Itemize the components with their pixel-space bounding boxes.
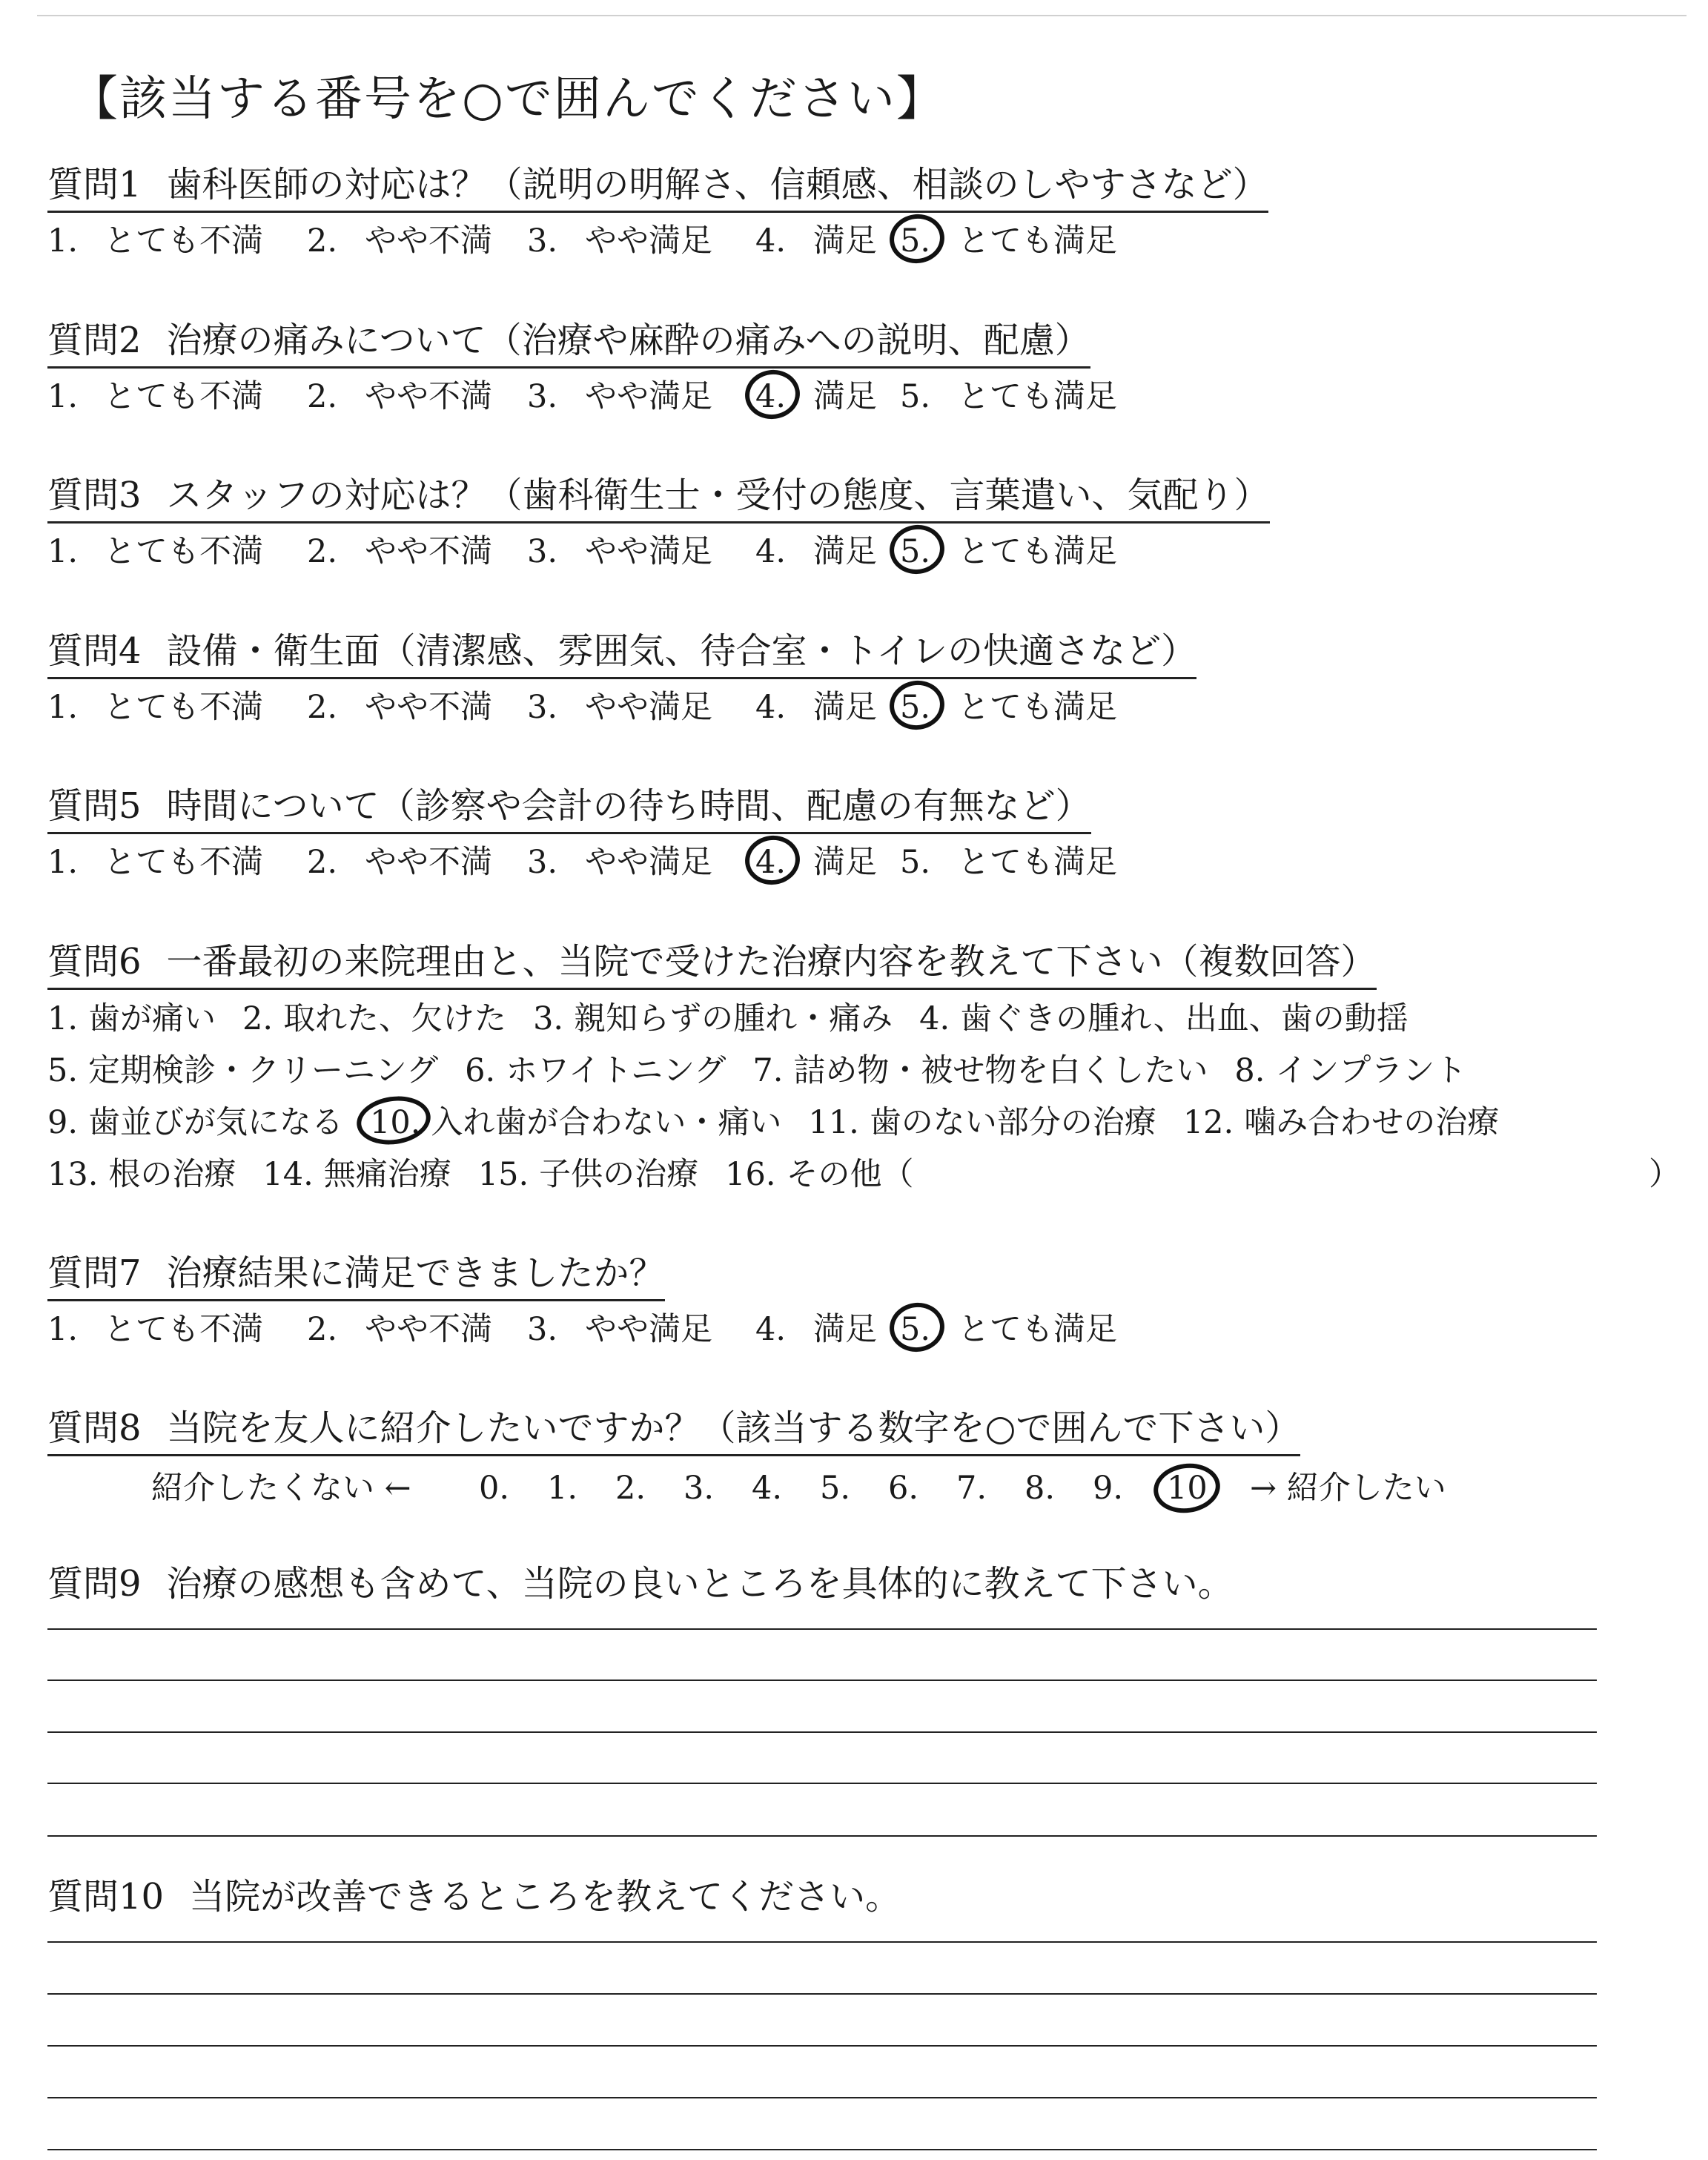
- scale-value[interactable]: 3.: [683, 1470, 715, 1507]
- reason-option[interactable]: [465, 1052, 726, 1089]
- reason-label: その他（: [786, 1156, 914, 1193]
- question-title: 質問9 治療の感想も含めて、当院の良いところを具体的に教えて下さい。: [47, 1563, 1234, 1605]
- option-number[interactable]: 5.: [900, 1306, 930, 1353]
- option-label[interactable]: やや不満: [365, 689, 492, 726]
- scale-value[interactable]: 9.: [1093, 1470, 1124, 1507]
- option-label[interactable]: やや満足: [585, 844, 712, 881]
- option-number[interactable]: 1.: [47, 844, 79, 881]
- option-number[interactable]: 1.: [47, 378, 79, 415]
- instruction-header: 【該当する番号を○で囲んでください】: [70, 72, 945, 127]
- reason-number: 16.: [725, 1156, 776, 1193]
- question-2: [47, 317, 1664, 420]
- reason-label: 歯が痛い: [88, 1000, 216, 1037]
- scale-value[interactable]: 10: [1167, 1462, 1208, 1514]
- answer-line: [47, 2149, 1597, 2150]
- scale-value[interactable]: 7.: [956, 1470, 987, 1507]
- reason-number: 5.: [47, 1052, 79, 1089]
- option-number[interactable]: 4.: [755, 222, 787, 260]
- option-number[interactable]: 4.: [755, 373, 786, 420]
- reason-number: 2.: [242, 1000, 274, 1037]
- reason-option[interactable]: [808, 1104, 1156, 1141]
- option-number[interactable]: 5.: [900, 378, 931, 415]
- reason-option[interactable]: [262, 1156, 451, 1193]
- reason-number: 8.: [1234, 1052, 1265, 1089]
- reason-number: 9.: [47, 1104, 79, 1141]
- option-label[interactable]: とても満足: [958, 1311, 1117, 1348]
- question-title: 質問10 当院が改善できるところを教えてください。: [47, 1876, 901, 1918]
- recommend-scale: [47, 1462, 1664, 1514]
- answer-options: [47, 684, 1664, 731]
- option-number[interactable]: 3.: [527, 378, 558, 415]
- option-number[interactable]: 2.: [307, 844, 338, 881]
- reason-number: 10.: [370, 1097, 420, 1149]
- option-label[interactable]: やや不満: [365, 378, 492, 415]
- scale-value[interactable]: 8.: [1025, 1470, 1056, 1507]
- selected-circle-mark: [742, 366, 803, 423]
- reason-option[interactable]: [47, 1000, 216, 1037]
- option-number[interactable]: 3.: [527, 222, 558, 260]
- scale-value[interactable]: 5.: [820, 1470, 851, 1507]
- option-label[interactable]: やや不満: [365, 533, 492, 570]
- option-number[interactable]: 3.: [527, 1311, 558, 1348]
- reason-row: [47, 1045, 1664, 1097]
- option-label[interactable]: やや不満: [365, 844, 492, 881]
- option-label[interactable]: やや満足: [585, 533, 712, 570]
- reason-number: 12.: [1182, 1104, 1234, 1141]
- answer-options: [47, 217, 1664, 265]
- scale-value[interactable]: 2.: [615, 1470, 646, 1507]
- option-number[interactable]: 4.: [755, 839, 786, 886]
- selected-circle-mark: [1151, 1459, 1223, 1517]
- question-10: [47, 1874, 1664, 1920]
- option-label[interactable]: とても満足: [958, 689, 1117, 726]
- question-3: [47, 472, 1664, 575]
- option-label[interactable]: やや満足: [585, 689, 712, 726]
- option-label[interactable]: とても不満: [104, 533, 263, 570]
- question-7: [47, 1250, 1664, 1353]
- reason-option[interactable]: [47, 1156, 236, 1193]
- reason-number: 1.: [47, 1000, 79, 1037]
- reason-option[interactable]: [370, 1104, 781, 1141]
- question-1: [47, 162, 1664, 265]
- selected-circle-mark: [887, 211, 947, 267]
- option-label[interactable]: とても満足: [958, 533, 1117, 570]
- option-number[interactable]: 1.: [47, 1311, 79, 1348]
- answer-options: [47, 1306, 1664, 1353]
- answer-options: [47, 373, 1664, 420]
- option-label[interactable]: とても不満: [104, 378, 263, 415]
- reason-label: 根の治療: [108, 1156, 236, 1193]
- answer-options: [47, 839, 1664, 886]
- selected-circle-mark: [887, 1299, 947, 1355]
- reason-label: 無痛治療: [323, 1156, 451, 1193]
- question-9: [47, 1561, 1664, 1607]
- reason-number: 6.: [465, 1052, 496, 1089]
- reason-row: [47, 1097, 1664, 1149]
- answer-line: [47, 1835, 1597, 1837]
- option-label[interactable]: とても不満: [104, 1311, 263, 1348]
- reason-label: 詰め物・被せ物を白くしたい: [793, 1052, 1208, 1089]
- option-number[interactable]: 1.: [47, 222, 79, 260]
- option-label[interactable]: やや満足: [585, 222, 712, 260]
- question-title: 質問6 一番最初の来院理由と、当院で受けた治療内容を教えて下さい（複数回答）: [47, 939, 1377, 990]
- option-number[interactable]: 2.: [307, 689, 338, 726]
- reason-number: 13.: [47, 1156, 99, 1193]
- scale-left-label: 紹介したくない ←: [151, 1470, 411, 1507]
- reason-label: インプラント: [1275, 1052, 1467, 1089]
- option-number[interactable]: 2.: [307, 533, 338, 570]
- scale-value[interactable]: 4.: [752, 1470, 783, 1507]
- question-title: 質問7 治療結果に満足できましたか？: [47, 1250, 665, 1301]
- reason-number: 11.: [808, 1104, 859, 1141]
- reason-label: 子供の治療: [539, 1156, 699, 1193]
- reason-option[interactable]: [1183, 1104, 1499, 1141]
- answer-line: [47, 1731, 1597, 1733]
- option-number[interactable]: 2.: [307, 378, 338, 415]
- option-label[interactable]: とても満足: [958, 844, 1117, 881]
- reason-option[interactable]: [47, 1052, 438, 1089]
- reason-number: 14.: [262, 1156, 314, 1193]
- option-label[interactable]: 満足: [813, 1311, 877, 1348]
- reason-label: 定期検診・クリーニング: [88, 1052, 439, 1089]
- answer-line: [47, 2045, 1597, 2047]
- answer-line: [47, 1680, 1597, 1681]
- other-close-paren: ）: [1649, 1156, 1681, 1193]
- option-number[interactable]: 3.: [527, 533, 558, 570]
- reason-label: 親知らずの腫れ・痛み: [574, 1000, 893, 1037]
- reason-label: 歯ぐきの腫れ、出血、歯の動揺: [960, 1000, 1409, 1037]
- scale-value[interactable]: 1.: [547, 1470, 578, 1507]
- reason-option[interactable]: [725, 1156, 913, 1193]
- option-label[interactable]: やや満足: [585, 378, 712, 415]
- option-number[interactable]: 4.: [755, 689, 787, 726]
- question-title: 質問8 当院を友人に紹介したいですか？（該当する数字を○で囲んで下さい）: [47, 1405, 1300, 1456]
- scale-value[interactable]: 6.: [888, 1470, 919, 1507]
- answer-options: [47, 528, 1664, 575]
- scan-top-edge: [37, 15, 1687, 16]
- option-number[interactable]: 5.: [900, 528, 930, 575]
- selected-circle-mark: [887, 677, 947, 733]
- reason-option[interactable]: [533, 1000, 893, 1037]
- reason-option[interactable]: [242, 1000, 506, 1037]
- reason-option[interactable]: [1234, 1052, 1466, 1089]
- option-number[interactable]: 1.: [47, 689, 79, 726]
- answer-line: [47, 1993, 1597, 1995]
- reason-label: 歯のない部分の治療: [869, 1104, 1156, 1141]
- answer-line: [47, 1628, 1597, 1630]
- option-number[interactable]: 5.: [900, 217, 930, 265]
- reason-options: [47, 993, 1681, 1200]
- reason-label: 入れ歯が合わない・痛い: [431, 1104, 782, 1141]
- option-number[interactable]: 4.: [755, 1311, 787, 1348]
- reason-option[interactable]: [478, 1156, 698, 1193]
- answer-line: [47, 1783, 1597, 1784]
- reason-row: [47, 1149, 1681, 1200]
- selected-circle-mark: [354, 1091, 434, 1149]
- reason-number: 7.: [752, 1052, 784, 1089]
- option-label[interactable]: 満足: [813, 222, 877, 260]
- option-number[interactable]: 5.: [900, 684, 930, 731]
- selected-circle-mark: [742, 832, 803, 888]
- option-number[interactable]: 3.: [527, 844, 558, 881]
- option-label[interactable]: とても不満: [104, 689, 263, 726]
- option-label[interactable]: やや不満: [365, 222, 492, 260]
- reason-row: [47, 993, 1664, 1045]
- option-number[interactable]: 3.: [527, 689, 558, 726]
- option-label[interactable]: やや不満: [365, 1311, 492, 1348]
- option-label[interactable]: 満足: [813, 533, 877, 570]
- reason-option[interactable]: [752, 1052, 1208, 1089]
- question-title: 質問3 スタッフの対応は？（歯科衛生士・受付の態度、言葉遣い、気配り）: [47, 472, 1270, 524]
- reason-option[interactable]: [47, 1104, 343, 1141]
- option-label[interactable]: とても満足: [958, 222, 1117, 260]
- option-label[interactable]: とても不満: [104, 844, 263, 881]
- reason-number: 4.: [919, 1000, 950, 1037]
- question-6: [47, 939, 1681, 1200]
- option-number[interactable]: 2.: [307, 1311, 338, 1348]
- option-label[interactable]: 満足: [813, 689, 877, 726]
- question-title: 質問4 設備・衛生面（清潔感、雰囲気、待合室・トイレの快適さなど）: [47, 628, 1196, 679]
- question-title: 質問2 治療の痛みについて（治療や麻酔の痛みへの説明、配慮）: [47, 317, 1090, 369]
- reason-label: 取れた、欠けた: [283, 1000, 507, 1037]
- scale-value[interactable]: 0.: [479, 1470, 510, 1507]
- selected-circle-mark: [887, 521, 947, 578]
- option-label[interactable]: やや満足: [585, 1311, 712, 1348]
- option-number[interactable]: 4.: [755, 533, 787, 570]
- question-4: [47, 628, 1664, 731]
- answer-line: [47, 2097, 1597, 2098]
- question-8: [47, 1405, 1664, 1514]
- option-label[interactable]: とても不満: [104, 222, 263, 260]
- question-5: [47, 783, 1664, 886]
- reason-label: 歯並びが気になる: [88, 1104, 344, 1141]
- answer-line: [47, 1941, 1597, 1943]
- question-title: 質問5 時間について（診察や会計の待ち時間、配慮の有無など）: [47, 783, 1091, 834]
- option-number[interactable]: 5.: [900, 844, 931, 881]
- option-label[interactable]: 満足: [813, 378, 877, 415]
- reason-option[interactable]: [919, 1000, 1409, 1037]
- option-number[interactable]: 2.: [307, 222, 338, 260]
- option-label[interactable]: とても満足: [958, 378, 1117, 415]
- reason-number: 3.: [533, 1000, 564, 1037]
- option-label[interactable]: 満足: [813, 844, 877, 881]
- reason-label: 噛み合わせの治療: [1244, 1104, 1500, 1141]
- reason-number: 15.: [477, 1156, 529, 1193]
- option-number[interactable]: 1.: [47, 533, 79, 570]
- scale-right-label: → 紹介したい: [1250, 1470, 1446, 1507]
- reason-label: ホワイトニング: [506, 1052, 726, 1089]
- question-title: 質問1 歯科医師の対応は？（説明の明解さ、信頼感、相談のしやすさなど）: [47, 162, 1268, 213]
